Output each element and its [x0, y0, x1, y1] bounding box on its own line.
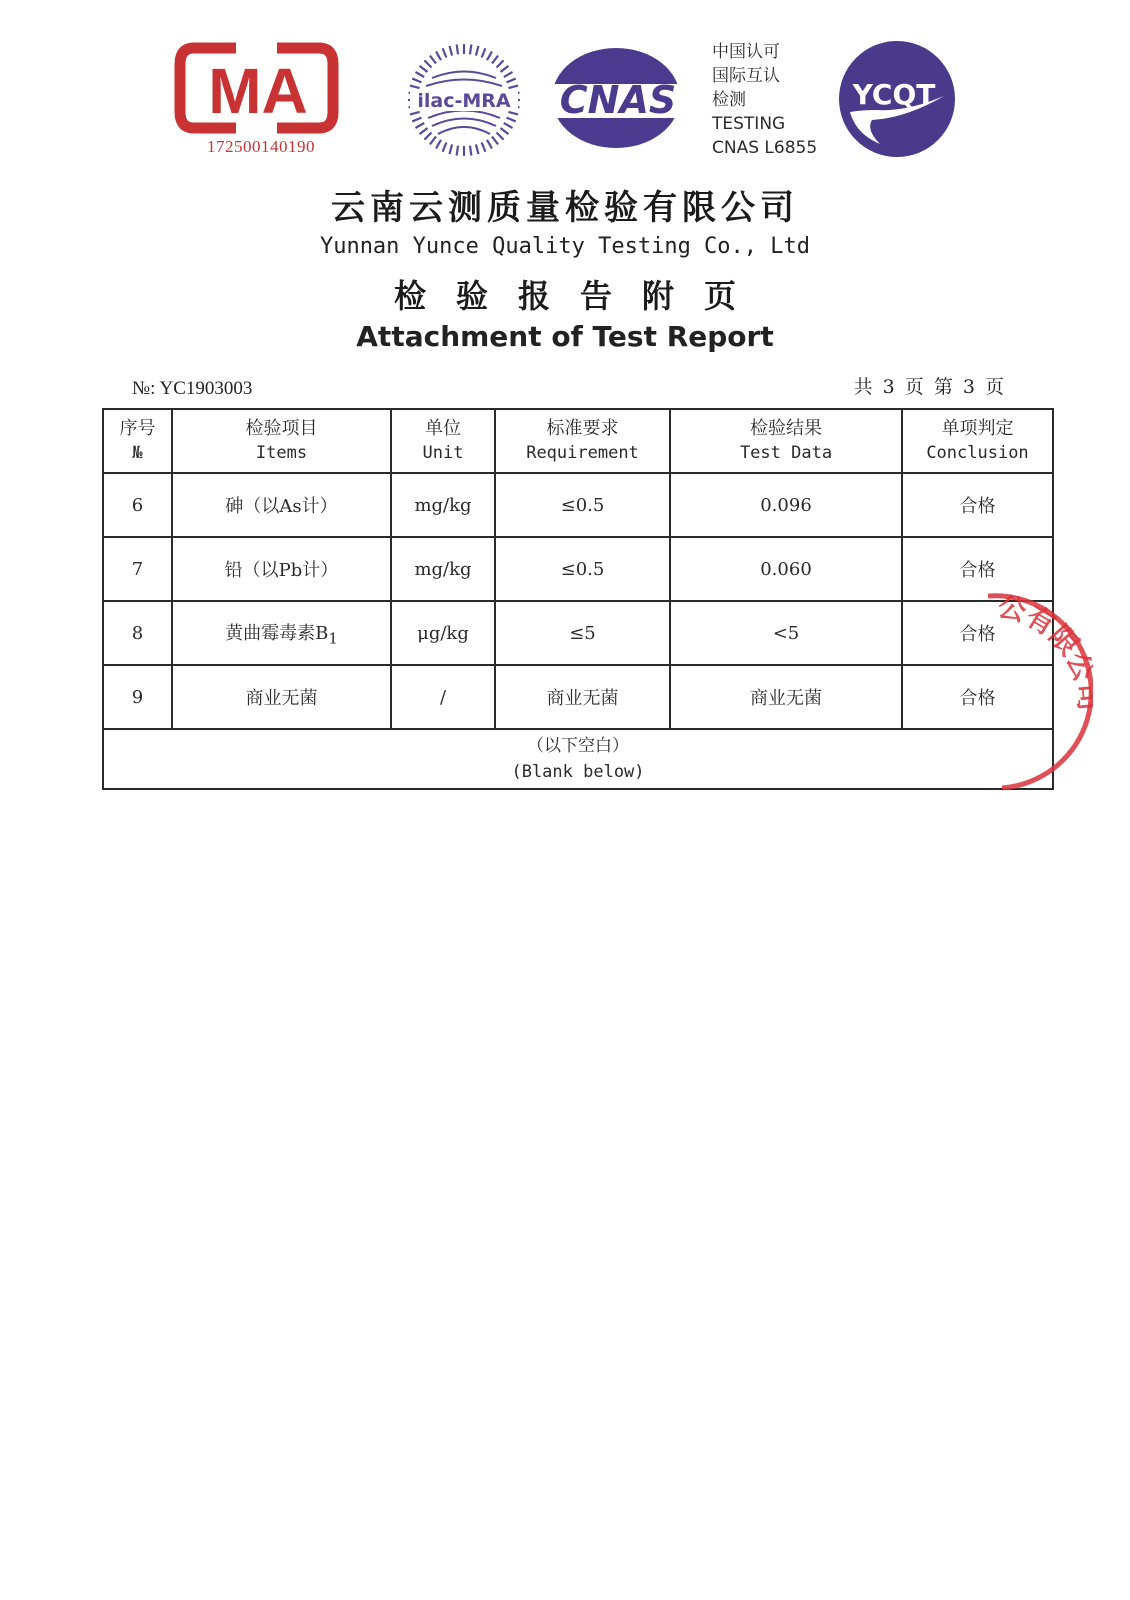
cell-result: 商业无菌: [670, 665, 902, 729]
cnas-text-line: 检测: [712, 90, 746, 110]
ilac-ray: [450, 46, 453, 56]
table-header-row: [103, 409, 1053, 473]
ilac-ray: [436, 140, 441, 149]
ilac-ray: [470, 44, 471, 54]
cell-conclusion: 合格: [902, 601, 1053, 665]
ilac-ray: [412, 79, 421, 83]
ilac-ray: [457, 146, 458, 156]
ilac-ray: [487, 140, 492, 149]
cell-requirement: ≤5: [495, 601, 670, 665]
cell-unit: μg/kg: [391, 601, 495, 665]
cell-requirement: ≤0.5: [495, 537, 670, 601]
ilac-ray: [504, 72, 513, 77]
header-cell-requirement: 标准要求 Requirement: [495, 409, 670, 473]
ilac-ray: [487, 52, 492, 61]
cell-conclusion: 合格: [902, 473, 1053, 537]
cell-no: 8: [103, 601, 172, 665]
ilac-ray: [497, 133, 504, 140]
ilac-ray: [482, 142, 486, 151]
header-cell-unit: 单位 Unit: [391, 409, 495, 473]
header-cell-test-data: 检验结果 Test Data: [670, 409, 902, 473]
cell-result: 0.060: [670, 537, 902, 601]
ilac-ray: [443, 142, 447, 151]
ilac-ray: [500, 128, 508, 134]
cell-item: 铅（以Pb计）: [172, 537, 391, 601]
cell-no: 6: [103, 473, 172, 537]
ilac-ray: [508, 86, 518, 89]
header-cell-items: 检验项目 Items: [172, 409, 391, 473]
ilac-ray: [410, 86, 420, 89]
cell-conclusion: 合格: [902, 537, 1053, 601]
cell-result: <5: [670, 601, 902, 665]
ilac-ray: [443, 48, 447, 57]
ilac-ray: [450, 144, 453, 154]
ilac-ray: [492, 136, 498, 144]
ilac-mra-logo: [404, 40, 524, 160]
ycqt-logo-text: YCQT: [852, 78, 936, 111]
company-name-cn: 云南云测质量检验有限公司: [331, 188, 799, 228]
results-table: [102, 408, 1054, 790]
report-number-value: YC1903003: [159, 378, 253, 399]
ilac-ray: [430, 56, 436, 64]
ilac-ray: [508, 112, 518, 115]
ilac-ray: [482, 48, 486, 57]
ilac-ray: [430, 136, 436, 144]
ilac-ray: [506, 79, 515, 83]
ilac-ray: [504, 123, 513, 128]
header-cell-no: 序号 №: [103, 409, 172, 473]
ilac-ray: [492, 56, 498, 64]
ilac-ray: [500, 66, 508, 72]
cell-conclusion: 合格: [902, 665, 1053, 729]
blank-below-row: [103, 729, 1053, 789]
cell-unit: /: [391, 665, 495, 729]
cell-unit: mg/kg: [391, 537, 495, 601]
table-row: [103, 601, 1053, 665]
company-seal-stamp: [968, 592, 1093, 792]
ilac-ray: [457, 44, 458, 54]
blank-below-cn: （以下空白）: [527, 736, 629, 756]
cell-requirement: ≤0.5: [495, 473, 670, 537]
cell-item-subscript: 1: [328, 629, 338, 648]
ilac-ray: [476, 144, 479, 154]
cnas-logo: [548, 46, 688, 156]
ilac-ray: [416, 123, 425, 128]
cell-item: [172, 601, 391, 665]
cell-item: 砷（以As计）: [172, 473, 391, 537]
cell-item-text: 黄曲霉毒素B: [225, 622, 329, 644]
table-row: [103, 665, 1053, 729]
ilac-ray: [412, 118, 421, 122]
ilac-ray: [416, 72, 425, 77]
ilac-ray: [424, 60, 431, 67]
cma-logo-graphic: [174, 40, 339, 136]
cma-logo-text: MA: [208, 55, 308, 127]
ilac-ray: [476, 46, 479, 56]
table-row: [103, 473, 1053, 537]
cnas-text-line: TESTING: [712, 114, 786, 134]
ilac-ray: [420, 128, 428, 134]
company-name-en: Yunnan Yunce Quality Testing Co., Ltd: [319, 234, 811, 259]
blank-below-cell: [103, 729, 1053, 789]
cell-unit: mg/kg: [391, 473, 495, 537]
cell-result: 0.096: [670, 473, 902, 537]
cnas-text-line: 国际互认: [712, 66, 780, 86]
cnas-logo-text: CNAS: [559, 78, 677, 122]
ilac-ray: [420, 66, 428, 72]
ilac-ray: [424, 133, 431, 140]
ilac-ray: [470, 146, 471, 156]
cnas-text-line: CNAS L6855: [712, 138, 818, 158]
header-cell-conclusion: 单项判定 Conclusion: [902, 409, 1053, 473]
document-title-en: Attachment of Test Report: [356, 320, 774, 353]
ilac-ray: [436, 52, 441, 61]
cell-requirement: 商业无菌: [495, 665, 670, 729]
document-title-cn: 检验报告附页: [393, 277, 766, 315]
cma-logo: [174, 40, 339, 160]
ilac-ray: [506, 118, 515, 122]
seal-text: 公有限: [994, 592, 1086, 662]
cell-no: 9: [103, 665, 172, 729]
cnas-text-line: 中国认可: [712, 42, 780, 62]
blank-below-en: (Blank below): [511, 762, 645, 782]
ycqt-logo: [836, 38, 958, 160]
page-count: 共 3 页 第 3 页: [853, 376, 1004, 398]
cma-number: 172500140190: [207, 137, 315, 156]
ilac-ray: [410, 112, 420, 115]
ilac-ray: [497, 60, 504, 67]
ilac-mra-text: ilac-MRA: [417, 90, 511, 112]
report-number-label: №:: [132, 378, 156, 399]
report-number: [132, 378, 252, 400]
cell-no: 7: [103, 537, 172, 601]
cell-item: 商业无菌: [172, 665, 391, 729]
table-row: [103, 537, 1053, 601]
